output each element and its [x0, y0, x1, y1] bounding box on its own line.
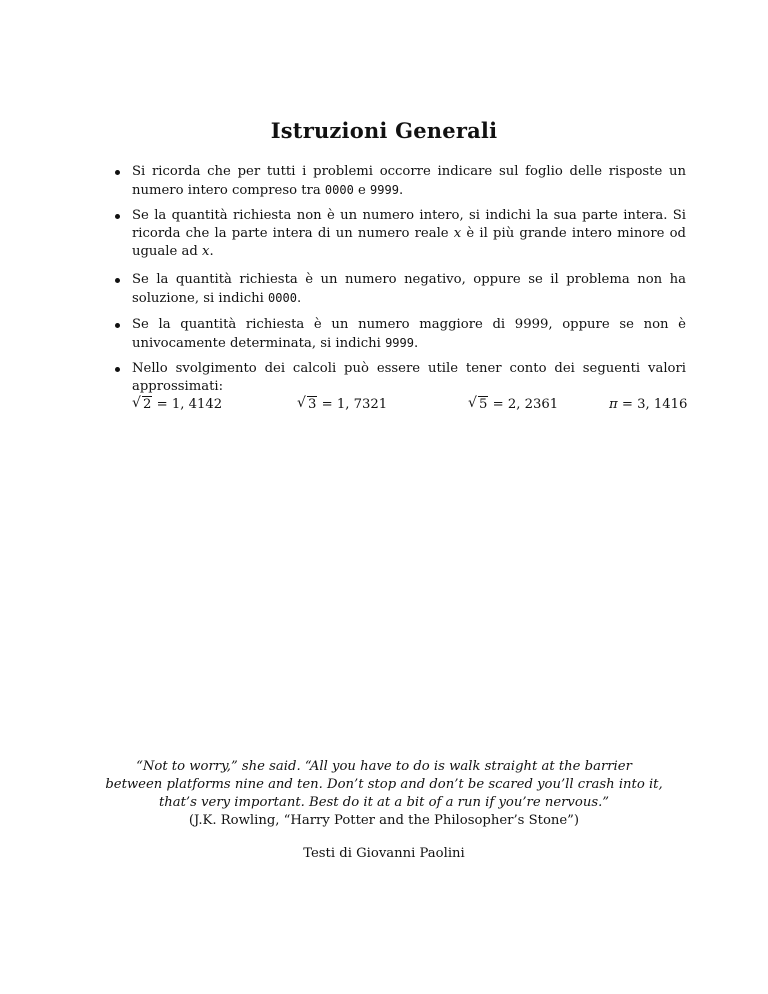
- approximation-pi: [609, 396, 687, 414]
- approximation-sqrt2: [132, 396, 222, 414]
- code-value: 9999: [370, 183, 399, 197]
- code-value: 0000: [324, 183, 354, 197]
- item-text: .: [296, 291, 302, 306]
- list-item: [114, 207, 686, 261]
- square-root: [297, 396, 317, 414]
- item-text: .: [398, 183, 404, 198]
- list-item: [114, 360, 686, 418]
- item-text: .: [413, 336, 419, 351]
- item-text: e: [353, 183, 371, 198]
- item-text: Se la quantità richiesta è un numero maggiore di 9999, oppure se non è univocamente determinata, si indichi: [132, 317, 686, 351]
- list-item: [114, 163, 686, 200]
- pi-symbol: π: [609, 397, 618, 412]
- math-variable: x: [202, 244, 210, 259]
- bullet-icon: [115, 367, 120, 372]
- approximation-sqrt5: [468, 396, 558, 414]
- code-value: 0000: [268, 291, 297, 305]
- quote-attribution: (J.K. Rowling, “Harry Potter and the Philosopher’s Stone”): [188, 813, 580, 828]
- item-text: .: [209, 244, 214, 259]
- item-text: Si ricorda che per tutti i problemi occorre indicare sul foglio delle risposte un numero intero compreso tra: [132, 164, 686, 198]
- item-text: Nello svolgimento dei calcoli può essere utile tener conto dei seguenti valori approssimati:: [132, 361, 686, 394]
- approximations-row: [132, 396, 686, 418]
- radical-icon: √: [132, 395, 141, 411]
- list-item: [114, 271, 686, 308]
- item-text: Se la quantità richiesta non è un numero intero, si indichi la sua parte intera. Si ricorda che la parte intera di un numero reale: [132, 208, 686, 241]
- radicand: 2: [143, 397, 152, 412]
- radicand: 5: [479, 397, 488, 412]
- approximation-value: = 2, 2361: [488, 397, 559, 412]
- approximation-value: = 3, 1416: [617, 397, 688, 412]
- quote-line: between platforms nine and ten. Don’t stop and don’t be scared you’ll crash into it,: [105, 777, 663, 792]
- approximation-value: = 1, 4142: [152, 397, 223, 412]
- bullet-icon: [115, 170, 120, 175]
- item-text: Se la quantità richiesta è un numero negativo, oppure se il problema non ha soluzione, si indichi: [132, 272, 686, 306]
- author-credits: Testi di Giovanni Paolini: [303, 846, 465, 861]
- quote-line: that’s very important. Best do it at a bit of a run if you’re nervous.”: [158, 795, 610, 810]
- code-value: 9999: [385, 336, 414, 350]
- bullet-icon: [115, 323, 120, 328]
- item-text: è il più grande intero minore od uguale ad: [132, 226, 686, 259]
- page-title: Istruzioni Generali: [270, 118, 498, 143]
- list-item: [114, 316, 686, 353]
- math-variable: x: [453, 226, 462, 241]
- radical-icon: √: [297, 395, 306, 411]
- radical-icon: √: [468, 395, 477, 411]
- epigraph-quote: [0, 758, 768, 830]
- bullet-icon: [115, 214, 120, 219]
- quote-line: “Not to worry,” she said. “All you have to do is walk straight at the barrier: [136, 759, 632, 774]
- approximation-sqrt3: [297, 396, 387, 414]
- square-root: [132, 396, 152, 414]
- approximation-value: = 1, 7321: [317, 397, 388, 412]
- bullet-icon: [115, 278, 120, 283]
- square-root: [468, 396, 488, 414]
- radicand: 3: [308, 397, 317, 412]
